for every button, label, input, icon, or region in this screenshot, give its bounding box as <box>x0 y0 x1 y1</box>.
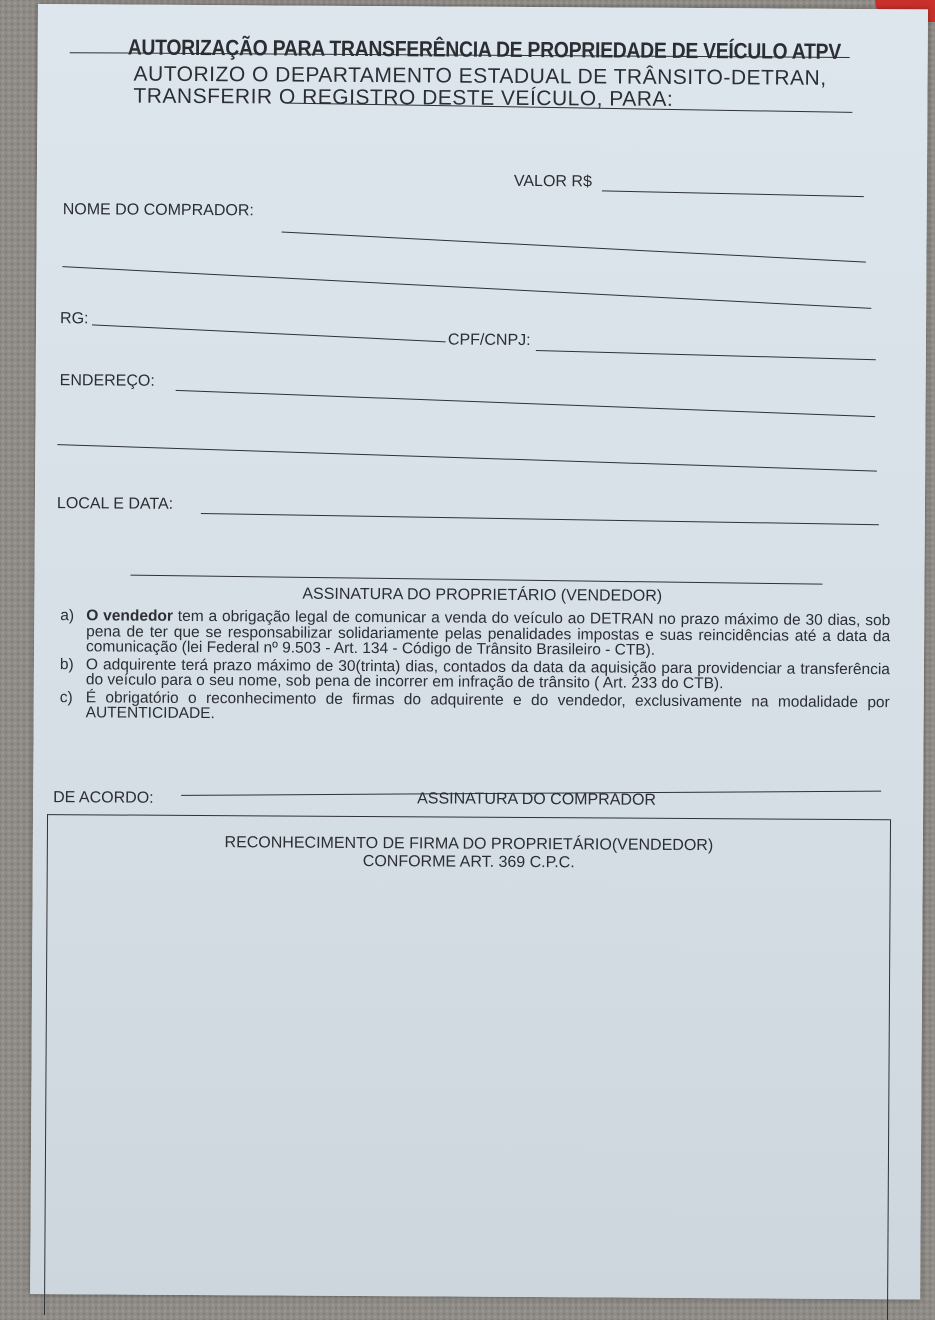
note-b-letter: b) <box>59 655 74 673</box>
authorization-line-2: TRANSFERIR O REGISTRO DESTE VEÍCULO, PARA: <box>133 84 674 111</box>
recognition-line-2: CONFORME ART. 369 C.P.C. <box>362 853 575 872</box>
valor-label: VALOR R$ <box>513 172 592 191</box>
note-a-text: tem a obrigação legal de comunicar a venda do veículo ao DETRAN no prazo máximo de 30 dias, sob pena de ter que se responsabilizar solidariamente pelas penalidades impostas e suas reincidências até a data da comunicação (lei Federal nº 9.503 - Art. 134 - Código de Trânsito Brasileiro - CTB). <box>86 607 891 659</box>
valor-input-line[interactable] <box>602 190 864 197</box>
note-b-text: O adquirente terá prazo máximo de 30(trinta) dias, contados da data da aquisição para providenciar a transferência do veículo para o seu nome, sob pena de incorrer em infração de trânsito ( Art. 233 do CTB). <box>85 655 891 693</box>
cpf-cnpj-input-line[interactable] <box>536 350 876 360</box>
rg-label: RG: <box>60 310 89 328</box>
form-title: AUTORIZAÇÃO PARA TRANSFERÊNCIA DE PROPRIEDADE DE VEÍCULO ATPV <box>127 34 841 64</box>
place-date-input-line[interactable] <box>201 513 879 525</box>
seller-signature-line[interactable] <box>131 575 823 585</box>
legal-notes <box>60 608 891 728</box>
signature-recognition-box <box>44 814 891 1320</box>
seller-signature-caption: ASSINATURA DO PROPRIETÁRIO (VENDEDOR) <box>302 585 663 605</box>
cpf-cnpj-label: CPF/CNPJ: <box>447 331 531 350</box>
buyer-name-label: NOME DO COMPRADOR: <box>62 201 254 220</box>
recognition-box-heading <box>48 833 890 874</box>
agreement-label: DE ACORDO: <box>53 789 154 807</box>
rg-input-line[interactable] <box>92 324 446 342</box>
buyer-name-continuation-line[interactable] <box>62 266 871 309</box>
recognition-line-1: RECONHECIMENTO DE FIRMA DO PROPRIETÁRIO(VENDEDOR) <box>224 834 714 855</box>
note-c <box>60 690 890 726</box>
note-b <box>60 657 890 693</box>
buyer-signature-caption: ASSINATURA DO COMPRADOR <box>417 790 657 809</box>
note-a-bold: O vendedor <box>86 607 174 625</box>
note-c-text: É obrigatório o reconhecimento de firmas do adquirente e do vendedor, exclusivamente na modalidade por AUTENTICIDADE. <box>85 688 890 723</box>
note-c-letter: c) <box>59 688 73 706</box>
address-input-line[interactable] <box>176 390 876 417</box>
note-a-letter: a) <box>60 607 75 625</box>
note-a <box>60 608 890 660</box>
atpv-form-paper <box>30 4 928 1299</box>
buyer-name-input-line[interactable] <box>282 231 866 262</box>
address-continuation-line[interactable] <box>57 444 877 471</box>
authorization-line-1: AUTORIZO O DEPARTAMENTO ESTADUAL DE TRÂNSITO-DETRAN, <box>133 62 827 90</box>
place-date-label: LOCAL E DATA: <box>56 495 174 513</box>
address-label: ENDEREÇO: <box>59 372 155 390</box>
